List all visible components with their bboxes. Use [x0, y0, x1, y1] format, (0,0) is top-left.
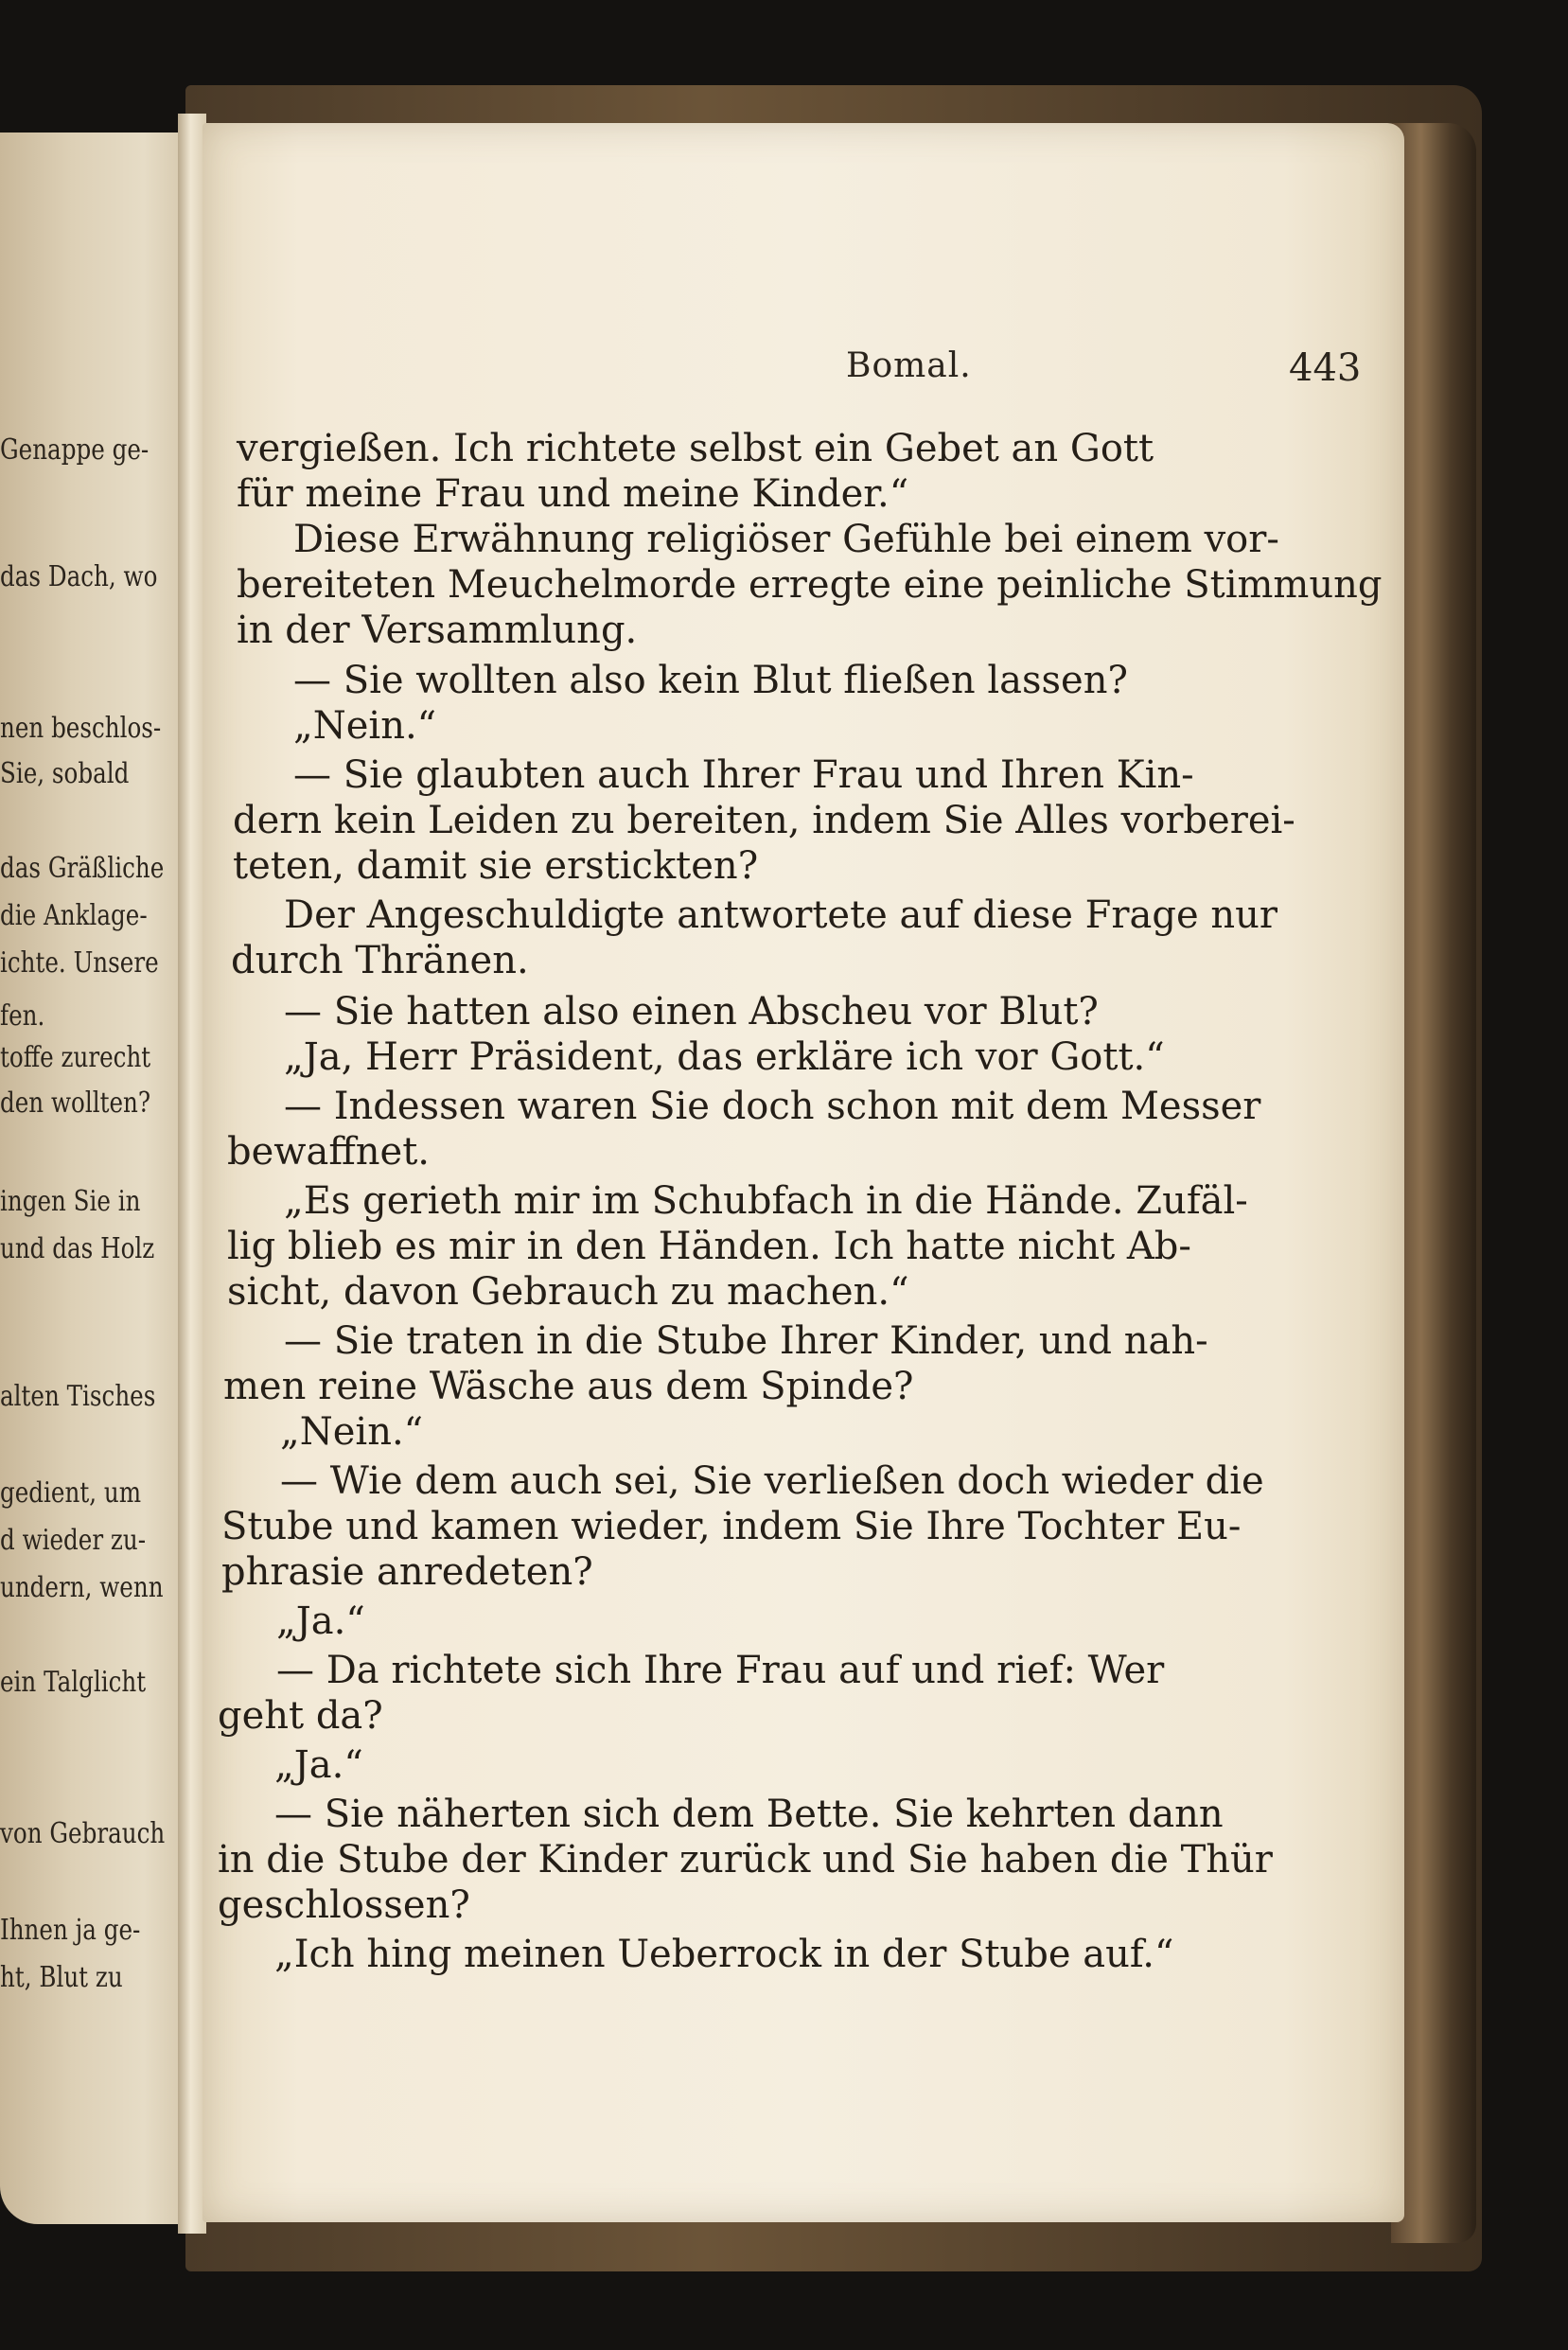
text-line: teten, damit sie erstickten? [233, 844, 759, 888]
left-page-fragment: ichte. Unsere [0, 946, 159, 980]
left-page-fragment: toffe zurecht [0, 1041, 151, 1074]
left-page-fragment: ingen Sie in [0, 1185, 141, 1218]
left-page-fragment: das Gräßliche [0, 852, 165, 885]
text-line: „Ja.“ [274, 1743, 363, 1787]
left-page-fragment: d wieder zu- [0, 1524, 147, 1557]
text-line: für meine Frau und meine Kinder.“ [237, 472, 909, 516]
left-page-fragment: von Gebrauch [0, 1817, 166, 1850]
text-line: — Sie traten in die Stube Ihrer Kinder, und nah- [284, 1319, 1208, 1363]
text-line: in die Stube der Kinder zurück und Sie haben die Thür [218, 1838, 1273, 1882]
left-page-fragment: Sie, sobald [0, 757, 130, 790]
left-page-fragment: alten Tisches [0, 1380, 156, 1413]
left-page-fragment: Genappe ge- [0, 433, 150, 467]
text-line: Diese Erwähnung religiöser Gefühle bei einem vor- [293, 518, 1279, 561]
left-page-fragment: ht, Blut zu [0, 1961, 123, 1994]
left-page-fragment: die Anklage- [0, 899, 148, 932]
text-line: „Nein.“ [293, 704, 437, 748]
text-line: „Nein.“ [280, 1410, 424, 1454]
text-line: Stube und kamen wieder, indem Sie Ihre Tochter Eu- [221, 1505, 1242, 1548]
text-line: durch Thränen. [231, 939, 529, 982]
text-line: men reine Wäsche aus dem Spinde? [223, 1365, 914, 1408]
text-line: „Ja.“ [276, 1599, 365, 1643]
text-line: — Sie hatten also einen Abscheu vor Blut? [284, 990, 1099, 1034]
text-line: bereiteten Meuchelmorde erregte eine peinliche Stimmung [237, 563, 1383, 607]
text-line: vergießen. Ich richtete selbst ein Gebet an Gott [237, 427, 1154, 470]
text-line: — Da richtete sich Ihre Frau auf und rief: Wer [276, 1649, 1165, 1692]
text-line: — Indessen waren Sie doch schon mit dem Messer [284, 1085, 1261, 1128]
text-line: — Sie näherten sich dem Bette. Sie kehrten dann [274, 1793, 1224, 1836]
left-page-fragment: und das Holz [0, 1232, 155, 1265]
page-number: 443 [1289, 346, 1362, 390]
text-line: sicht, davon Gebrauch zu machen.“ [227, 1270, 909, 1314]
text-line: geschlossen? [218, 1883, 470, 1927]
text-line: geht da? [218, 1694, 383, 1738]
text-line: „Ja, Herr Präsident, das erkläre ich vor Gott.“ [284, 1035, 1165, 1079]
left-page-fragment: gedient, um [0, 1476, 142, 1510]
left-page-fragment: Ihnen ja ge- [0, 1914, 141, 1947]
text-line: phrasie anredeten? [221, 1550, 593, 1594]
text-line: — Sie glaubten auch Ihrer Frau und Ihren Kin- [293, 753, 1194, 797]
left-page-fragment: nen beschlos- [0, 712, 162, 745]
left-page-fragment: undern, wenn [0, 1571, 164, 1604]
left-page-fragment: fen. [0, 999, 45, 1033]
left-page-fragment: ein Talglicht [0, 1666, 147, 1699]
text-line: lig blieb es mir in den Händen. Ich hatte nicht Ab- [227, 1225, 1191, 1268]
text-line: dern kein Leiden zu bereiten, indem Sie Alles vorberei- [233, 799, 1295, 842]
text-line: in der Versammlung. [237, 609, 638, 652]
running-title: Bomal. [846, 346, 972, 385]
text-line: — Wie dem auch sei, Sie verließen doch wieder die [280, 1459, 1264, 1503]
left-page-fragment: den wollten? [0, 1087, 151, 1120]
left-page [0, 133, 180, 2224]
page-header [203, 346, 1362, 403]
text-line: bewaffnet. [227, 1130, 431, 1174]
left-page-fragment: das Dach, wo [0, 560, 158, 593]
text-line: „Es gerieth mir im Schubfach in die Hände. Zufäl- [284, 1179, 1248, 1223]
text-line: — Sie wollten also kein Blut fließen lassen? [293, 659, 1128, 702]
text-line: „Ich hing meinen Ueberrock in der Stube auf.“ [274, 1933, 1174, 1976]
text-line: Der Angeschuldigte antwortete auf diese Frage nur [284, 893, 1278, 937]
